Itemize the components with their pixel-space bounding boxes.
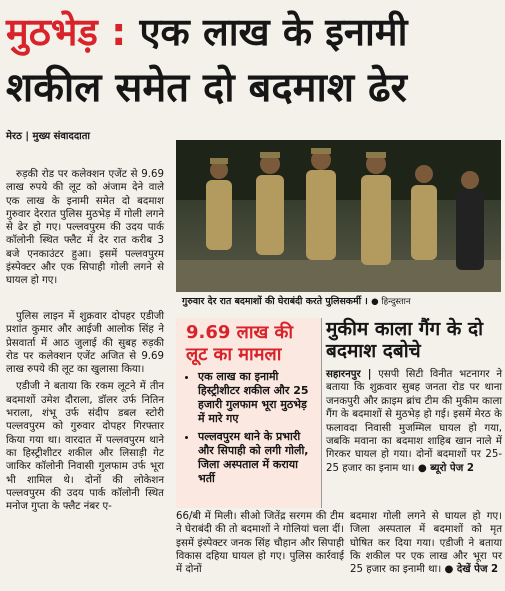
headline	[6, 4, 501, 122]
photo-source: ● हिन्दुस्तान	[371, 297, 411, 307]
byline: मेरठ | मुख्य संवाददाता	[6, 131, 91, 142]
side-story	[326, 318, 502, 475]
highlight-box-title: 9.69 लाख की लूट का मामला	[186, 322, 294, 365]
side-story-text: एसपी सिटी विनीत भटनागर ने बताया कि शुक्रवार सुबह जनता रोड पर थाना जनकपुरी और क्राइम ब्रांच टीम की मुकीम काला गैंग के बदमाशों से मुठभेड़ हो गई। इसमें मेरठ के फलावदा निवासी मुजम्मिल घायल हो गया, जबकि मवाना का बदमाश शाहिब खान नाले में गिरकर घायल हो गया। दोनों बदमाशों पर 25-25 हजार का इनाम था।	[326, 369, 502, 474]
article-column-3	[350, 510, 502, 576]
highlight-bullet: • एक लाख का इनामी हिस्ट्रीशीटर शकील और 25 हजारी गुलफाम भूरा मुठभेड़ में मारे गए	[198, 370, 315, 426]
article-column-1-continued	[6, 310, 164, 517]
continued-on-link[interactable]: ● देखें पेज 2	[444, 564, 499, 576]
highlight-bullets	[176, 370, 321, 486]
paragraph-continuation: 66/बी में मिली। सीओ जितेंद्र सरगम की टीम ने घेराबंदी की तो बदमाशों ने गोलियां चला दीं। इसमें इंस्पेक्टर जनक सिंह चौहान और सिपाही विकास दहिया घायल हो गए। पुलिस कार्रवाई में दोनों	[176, 511, 344, 576]
side-story-title: मुकीम काला गैंग के दो बदमाश दबोचे	[326, 318, 484, 362]
headline-line-2: शकील समेत दो बदमाश ढेर	[6, 65, 407, 111]
photo-caption-text: गुरुवार देर रात बदमाशों की घेराबंदी करते पुलिसकर्मी ।	[182, 296, 368, 307]
side-story-more: ● ब्यूरो पेज 2	[417, 462, 474, 474]
headline-rest: एक लाख के इनामी	[139, 10, 408, 54]
photo-caption	[182, 294, 500, 307]
side-story-dateline: सहारनपुर |	[326, 369, 372, 380]
side-story-more-text: ब्यूरो पेज 2	[430, 462, 474, 474]
continued-on-text: देखें पेज 2	[456, 564, 499, 576]
highlight-box	[176, 318, 322, 508]
article-column-1	[6, 168, 164, 292]
news-photo	[176, 140, 501, 292]
headline-separator: :	[97, 10, 140, 54]
headline-line-1	[6, 4, 501, 60]
paragraph-2: पुलिस लाइन में शुक्रवार दोपहर एडीजी प्रशांत कुमार और आईजी आलोक सिंह ने प्रेसवार्ता में आठ जुलाई की सुबह रुड़की रोड पर कलेक्शन एजेंट अजित से 9.69 लाख रुपये की लूट का खुलासा किया।	[6, 311, 164, 376]
highlight-bullet: • पल्लवपुरम थाने के प्रभारी और सिपाही को लगी गोली, जिला अस्पताल में कराया भर्ती	[198, 430, 315, 486]
paragraph-end: बदमाश गोली लगने से घायल हो गए। जिला अस्पताल में बदमाशों को मृत घोषित कर दिया गया। एडीजी ने बताया कि शकील पर एक लाख और भूरा पर 25 हजार का इनामी था।	[350, 511, 502, 576]
paragraph-1: रुड़की रोड पर कलेक्शन एजेंट से 9.69 लाख रुपये की लूट को अंजाम देने वाले एक लाख के इनामी समेत दो बदमाश गुरुवार देररात पुलिस मुठभेड़ में गोली लगने से ढेर हो गए। पल्लवपुरम की उदय पार्क कॉलोनी स्थित फ्लैट में देर रात करीब 3 बजे एनकाउंटर हुआ। इसमें पल्लवपुरम इंस्पेक्टर और एक सिपाही गोली लगने से घायल हो गए।	[6, 169, 164, 287]
article-column-2	[176, 510, 344, 576]
photo-source-text: हिन्दुस्तान	[381, 297, 411, 307]
side-story-body	[326, 368, 502, 475]
police-photo-illustration	[176, 140, 501, 292]
paragraph-3: एडीजी ने बताया कि रकम लूटने में तीन बदमाशों उमेश दौराला, डॉलर उर्फ नितिन भराला, शंभू उर्फ संदीप डबल स्टोरी पल्लवपुरम को गुरुवार दोपहर गिरफ्तार किया गया था। वारदात में पल्लवपुरम थाने का हिस्ट्रीशीटर शकील और लिसाड़ी गेट जाकिर कॉलोनी निवासी गुलफाम उर्फ भूरा भी शामिल थे। दोनों की लोकेशन पल्लवपुरम की उदय पार्क कॉलोनी स्थित मनोज गुप्ता के फ्लैट नंबर ए-	[6, 381, 164, 513]
headline-kicker: मुठभेड़	[6, 10, 98, 54]
